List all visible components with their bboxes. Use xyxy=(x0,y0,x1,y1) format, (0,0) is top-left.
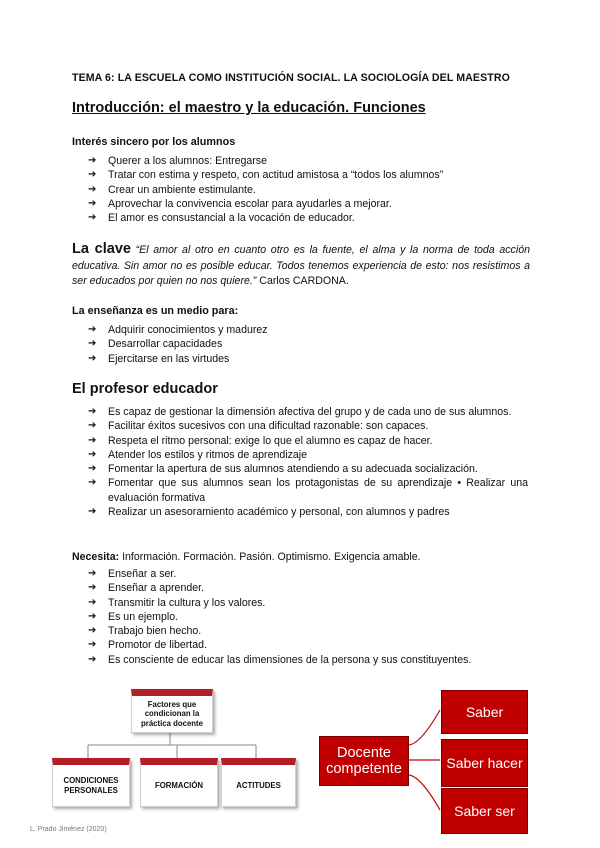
list-item: ➔ Enseñar a ser. xyxy=(88,568,177,580)
list-item: ➔ Crear un ambiente estimulante. xyxy=(88,183,256,196)
list-item: ➔ Fomentar que sus alumnos sean los protagonistas de su aprendizaje • Realizar una evaluación formativa xyxy=(88,477,528,504)
list-item: ➔ Es un ejemplo. xyxy=(88,610,179,623)
arrow-icon: ➔ xyxy=(88,506,97,518)
arrow-icon: ➔ xyxy=(88,197,97,209)
arrow-icon: ➔ xyxy=(88,169,97,181)
arrow-icon: ➔ xyxy=(88,155,97,166)
saber-ser-box: Saber ser xyxy=(441,788,528,834)
saber-hacer-box: Saber hacer xyxy=(441,739,528,787)
saber-box: Saber xyxy=(441,690,528,734)
list-item: ➔ Facilitar éxitos sucesivos con una dificultad razonable: son capaces. xyxy=(88,420,429,433)
formacion-box: FORMACIÓN xyxy=(140,758,218,807)
arrow-icon: ➔ xyxy=(88,477,97,489)
interes-heading: Interés sincero por los alumnos xyxy=(72,136,236,148)
clave-label: La clave xyxy=(72,241,131,257)
arrow-icon: ➔ xyxy=(88,463,97,475)
arrow-icon: ➔ xyxy=(88,625,97,637)
arrow-icon: ➔ xyxy=(88,568,97,579)
condiciones-box: CONDICIONES PERSONALES xyxy=(52,758,130,807)
arrow-icon: ➔ xyxy=(88,639,97,651)
list-item: ➔ Transmitir la cultura y los valores. xyxy=(88,596,266,609)
arrow-icon: ➔ xyxy=(88,434,97,446)
list-item: ➔ Enseñar a aprender. xyxy=(88,582,205,595)
list-item: ➔ Desarrollar capacidades xyxy=(88,338,223,351)
necesita-label: Necesita: xyxy=(72,551,120,563)
arrow-icon: ➔ xyxy=(88,596,97,608)
arrow-icon: ➔ xyxy=(88,406,97,417)
clave-author: Carlos CARDONA. xyxy=(259,275,349,287)
arrow-icon: ➔ xyxy=(88,448,97,460)
list-item: ➔ Querer a los alumnos: Entregarse xyxy=(88,155,267,167)
list-item: ➔ Es capaz de gestionar la dimensión afectiva del grupo y de cada uno de sus alumnos. xyxy=(88,406,512,418)
list-item: ➔ Adquirir conocimientos y madurez xyxy=(88,324,268,336)
clave-quote: “El amor al otro en cuanto otro es la fuente, el alma y la norma de toda acción educativa. Sin amor no es posible educar. Todos tenemos experiencia de esto: nos resistimos a ser educados por quien no nos quiere.” xyxy=(72,244,530,287)
arrow-icon: ➔ xyxy=(88,582,97,594)
list-item: ➔ Tratar con estima y respeto, con actitud amistosa a “todos los alumnos” xyxy=(88,169,444,182)
intro-heading: Introducción: el maestro y la educación. Funciones xyxy=(72,100,426,116)
list-item: ➔ Promotor de libertad. xyxy=(88,639,207,652)
arrow-icon: ➔ xyxy=(88,610,97,622)
footer-credit: L. Prado Jiménez (2020) xyxy=(30,826,107,833)
list-item: ➔ Aprovechar la convivencia escolar para ayudarles a mejorar. xyxy=(88,197,392,210)
ensenanza-heading: La enseñanza es un medio para: xyxy=(72,305,239,317)
list-item: ➔ Respeta el ritmo personal: exige lo que el alumno es capaz de hacer. xyxy=(88,434,433,447)
docente-competente-box: Docente competente xyxy=(319,736,409,786)
factors-box: Factores que condicionan la práctica docente xyxy=(131,689,213,733)
arrow-icon: ➔ xyxy=(88,338,97,350)
list-item: ➔ Ejercitarse en las virtudes xyxy=(88,352,230,365)
arrow-icon: ➔ xyxy=(88,183,97,195)
arrow-icon: ➔ xyxy=(88,212,97,224)
necesita-text: Información. Formación. Pasión. Optimismo. Exigencia amable. xyxy=(122,551,421,563)
list-item: ➔ El amor es consustancial a la vocación de educador. xyxy=(88,212,355,225)
arrow-icon: ➔ xyxy=(88,324,97,335)
profesor-heading: El profesor educador xyxy=(72,381,218,397)
topic-title: TEMA 6: LA ESCUELA COMO INSTITUCIÓN SOCIAL. LA SOCIOLOGÍA DEL MAESTRO xyxy=(72,72,510,84)
actitudes-box: ACTITUDES xyxy=(221,758,296,807)
list-item: ➔ Trabajo bien hecho. xyxy=(88,625,202,638)
list-item: ➔ Es consciente de educar las dimensiones de la persona y sus constituyentes. xyxy=(88,653,472,666)
list-item: ➔ Atender los estilos y ritmos de aprendizaje xyxy=(88,448,308,461)
list-item: ➔ Realizar un asesoramiento académico y personal, con alumnos y padres xyxy=(88,506,450,519)
arrow-icon: ➔ xyxy=(88,420,97,432)
arrow-icon: ➔ xyxy=(88,653,97,665)
list-item: ➔ Fomentar la apertura de sus alumnos atendiendo a su adecuada socialización. xyxy=(88,463,478,476)
arrow-icon: ➔ xyxy=(88,352,97,364)
